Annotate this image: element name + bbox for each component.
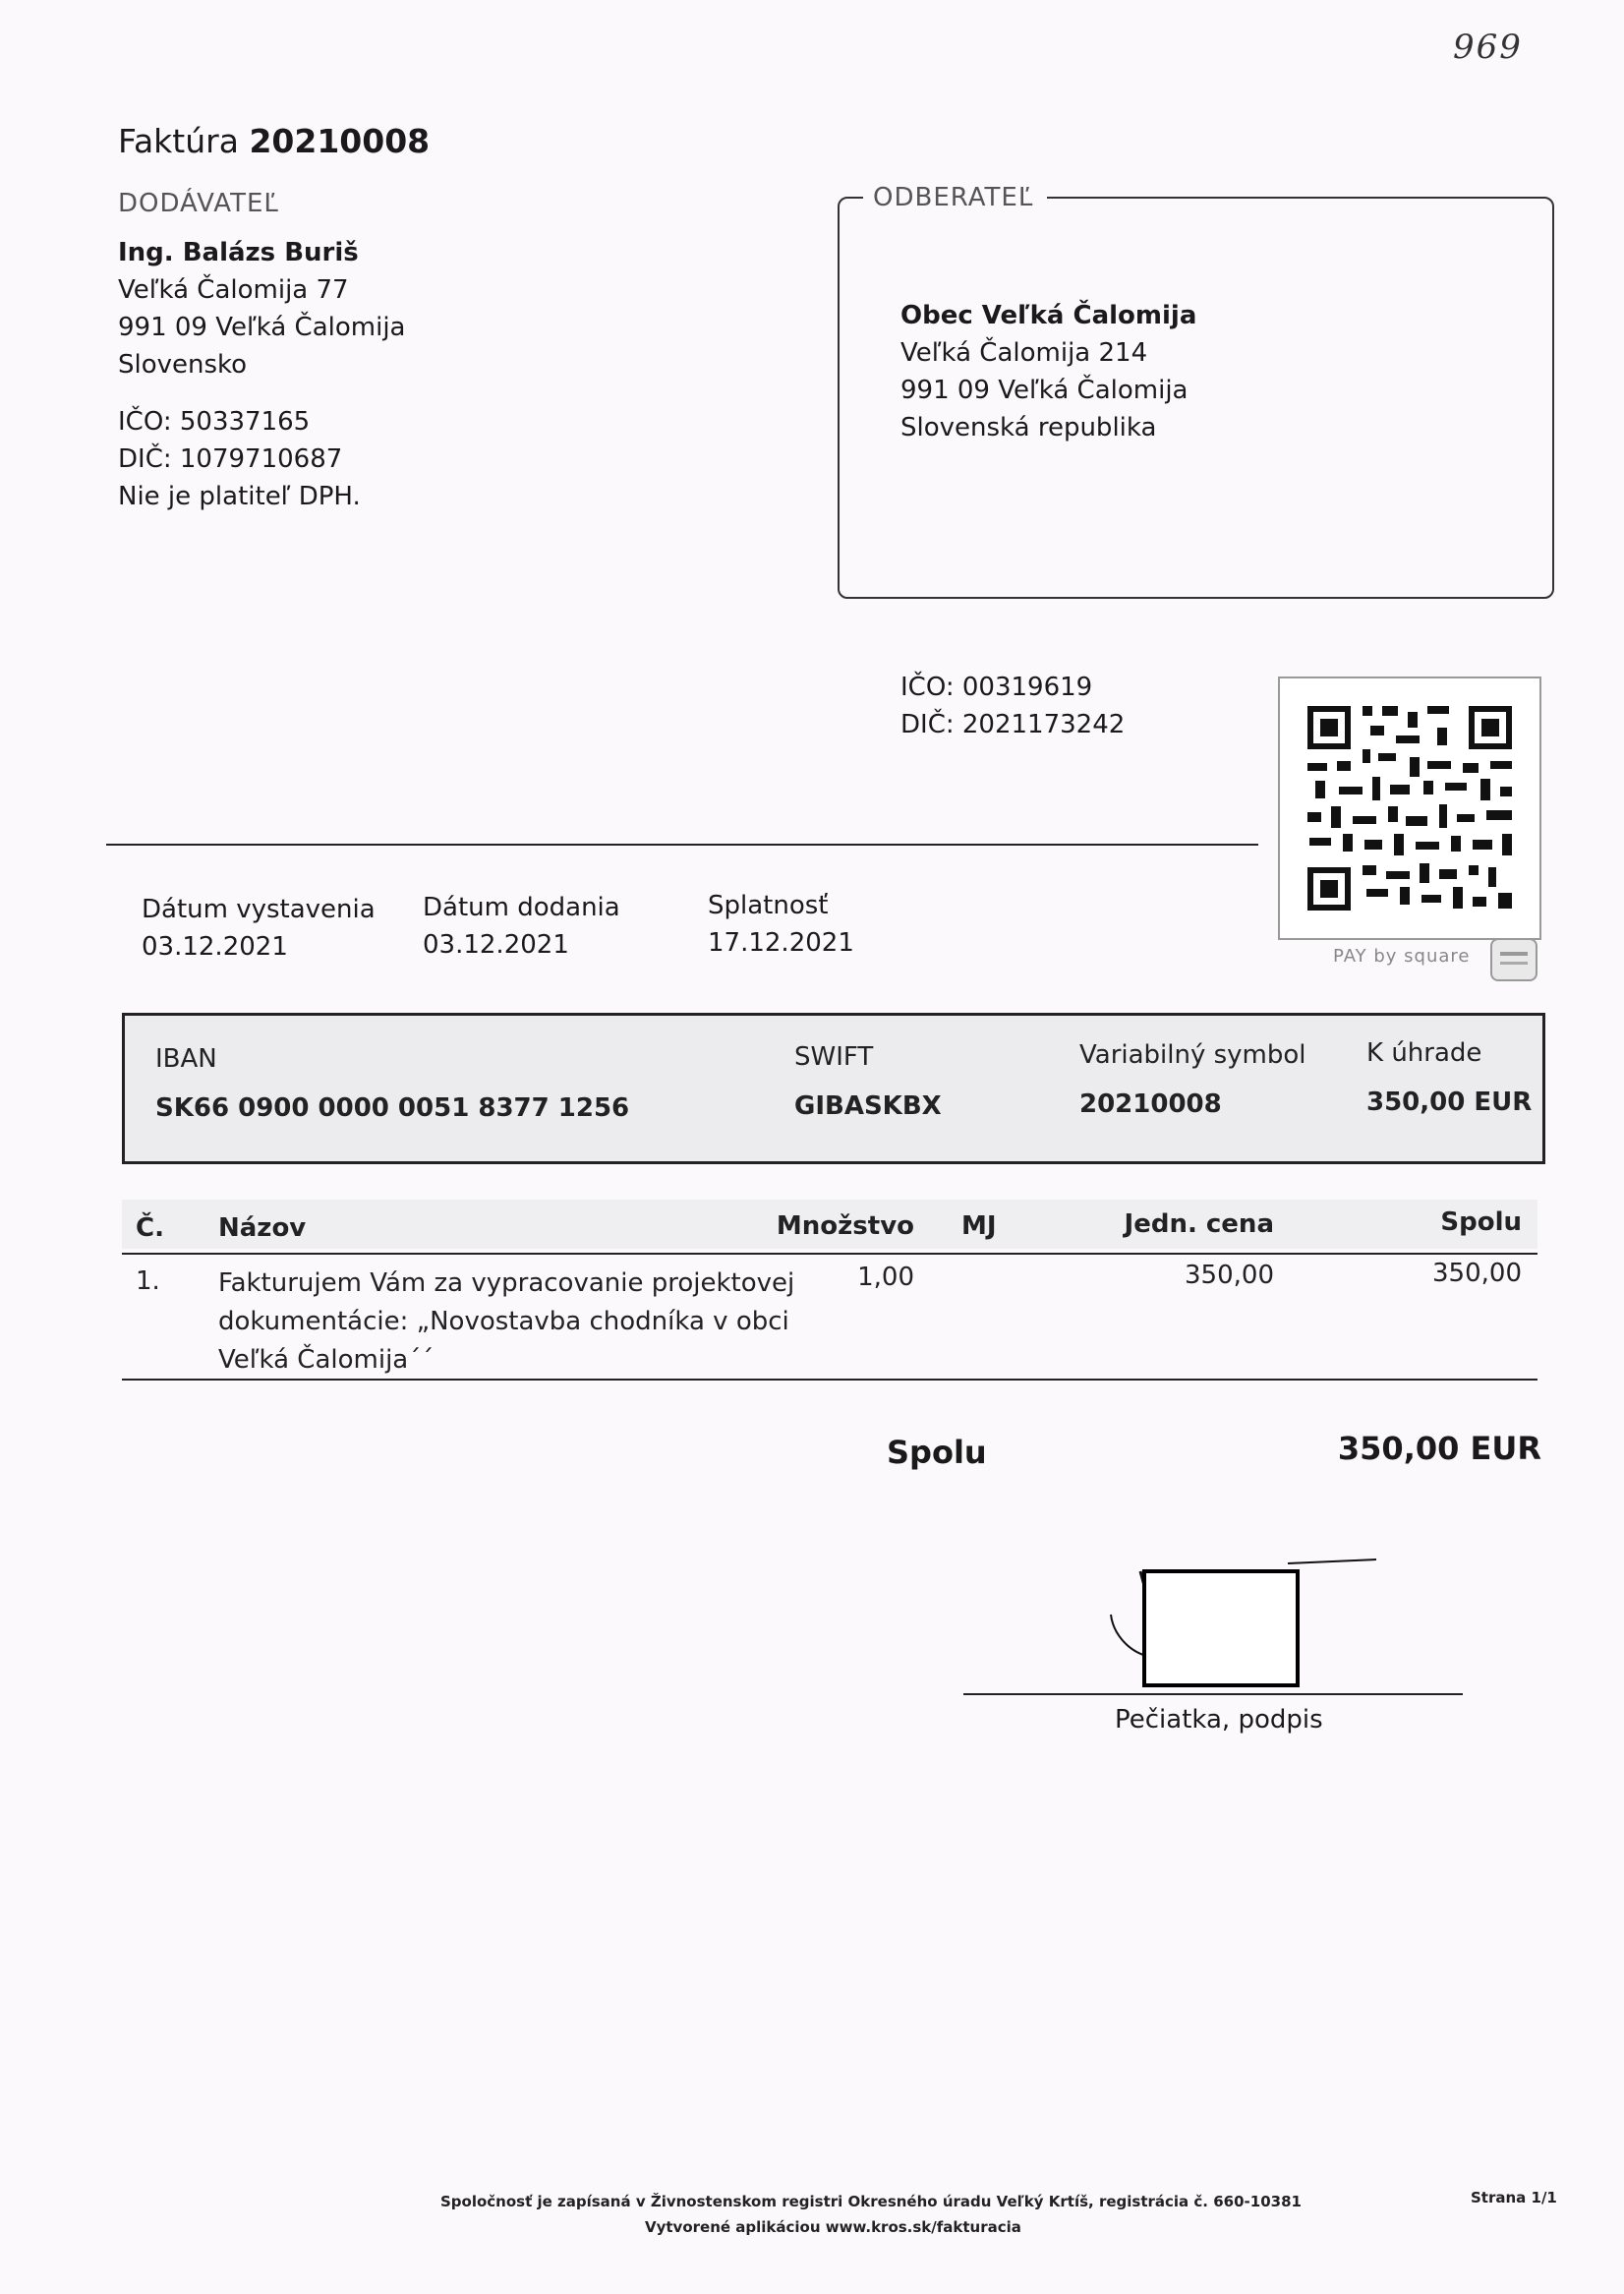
invoice-title-prefix: Faktúra bbox=[118, 122, 239, 160]
amount-due-label: K úhrade bbox=[1366, 1038, 1482, 1068]
buyer-country: Slovenská republika bbox=[900, 413, 1157, 442]
swift-value: GIBASKBX bbox=[794, 1091, 942, 1121]
delivery-date-value: 03.12.2021 bbox=[423, 930, 569, 960]
supplier-dic: DIČ: 1079710687 bbox=[118, 444, 343, 474]
col-header-unit-price: Jedn. cena bbox=[1124, 1209, 1274, 1239]
col-header-unit: MJ bbox=[961, 1211, 997, 1241]
table-row-no: 1. bbox=[136, 1266, 160, 1296]
buyer-heading: ODBERATEĽ bbox=[863, 183, 1047, 212]
pay-by-square-caption: PAY by square bbox=[1333, 946, 1471, 967]
supplier-heading: DODÁVATEĽ bbox=[118, 189, 279, 218]
table-row-name-line: Fakturujem Vám za vypracovanie projektovej bbox=[218, 1268, 795, 1298]
table-header-line bbox=[122, 1253, 1537, 1255]
supplier-vat-note: Nie je platiteľ DPH. bbox=[118, 482, 361, 511]
payment-qr-code bbox=[1278, 676, 1541, 940]
supplier-block bbox=[118, 234, 405, 383]
footer-registry: Spoločnosť je zapísaná v Živnostenskom registri Okresného úradu Veľký Krtíš, registrácia č. 660-10381 bbox=[440, 2193, 1302, 2210]
col-header-total: Spolu bbox=[1440, 1207, 1522, 1237]
due-date-label: Splatnosť bbox=[708, 891, 829, 920]
invoice-number: 20210008 bbox=[249, 122, 431, 160]
supplier-ico: IČO: 50337165 bbox=[118, 407, 311, 437]
supplier-name: Ing. Balázs Buriš bbox=[118, 238, 359, 267]
table-row-qty: 1,00 bbox=[857, 1263, 914, 1292]
buyer-name: Obec Veľká Čalomija bbox=[900, 301, 1197, 330]
signature-line bbox=[963, 1693, 1463, 1695]
col-header-qty: Množstvo bbox=[776, 1211, 914, 1241]
issued-date-value: 03.12.2021 bbox=[142, 932, 288, 962]
variable-symbol-label: Variabilný symbol bbox=[1079, 1040, 1306, 1070]
issued-date-label: Dátum vystavenia bbox=[142, 895, 376, 924]
table-row-total: 350,00 bbox=[1432, 1259, 1522, 1288]
table-row-name-line: dokumentácie: „Novostavba chodníka v obci bbox=[218, 1307, 789, 1336]
delivery-date-label: Dátum dodania bbox=[423, 893, 620, 922]
iban-label: IBAN bbox=[155, 1044, 217, 1074]
payment-details-box bbox=[122, 1013, 1545, 1164]
summary-label: Spolu bbox=[887, 1434, 987, 1471]
buyer-dic: DIČ: 2021173242 bbox=[900, 710, 1126, 739]
footer-page-number: Strana 1/1 bbox=[1471, 2189, 1557, 2206]
card-icon bbox=[1490, 938, 1537, 981]
buyer-ids bbox=[900, 669, 1125, 743]
supplier-street: Veľká Čalomija 77 bbox=[118, 275, 349, 305]
summary-total: 350,00 EUR bbox=[1337, 1430, 1541, 1467]
iban-value: SK66 0900 0000 0051 8377 1256 bbox=[155, 1093, 630, 1123]
variable-symbol-value: 20210008 bbox=[1079, 1089, 1222, 1119]
due-date-value: 17.12.2021 bbox=[708, 928, 854, 958]
dates-separator bbox=[106, 844, 1258, 846]
supplier-ids bbox=[118, 403, 361, 515]
table-row-unit-price: 350,00 bbox=[1185, 1261, 1274, 1290]
col-header-name: Názov bbox=[218, 1213, 307, 1243]
amount-due-value: 350,00 EUR bbox=[1366, 1088, 1533, 1117]
buyer-city: 991 09 Veľká Čalomija bbox=[900, 376, 1189, 405]
table-bottom-line bbox=[122, 1379, 1537, 1381]
invoice-title bbox=[118, 122, 430, 160]
table-row-name bbox=[218, 1265, 794, 1380]
col-header-no: Č. bbox=[136, 1213, 164, 1243]
redacted-stamp-box bbox=[1142, 1569, 1300, 1687]
supplier-city: 991 09 Veľká Čalomija bbox=[118, 313, 406, 342]
swift-label: SWIFT bbox=[794, 1042, 874, 1072]
supplier-country: Slovensko bbox=[118, 350, 248, 380]
footer-created-by: Vytvorené aplikáciou www.kros.sk/fakturacia bbox=[645, 2218, 1021, 2236]
handwritten-note: 969 bbox=[1453, 28, 1523, 67]
buyer-ico: IČO: 00319619 bbox=[900, 673, 1093, 702]
signature-caption: Pečiatka, podpis bbox=[1115, 1705, 1323, 1735]
buyer-street: Veľká Čalomija 214 bbox=[900, 338, 1148, 368]
buyer-block bbox=[900, 297, 1196, 446]
table-row-name-line: Veľká Čalomija´´ bbox=[218, 1345, 435, 1375]
qr-code-icon bbox=[1280, 678, 1539, 938]
